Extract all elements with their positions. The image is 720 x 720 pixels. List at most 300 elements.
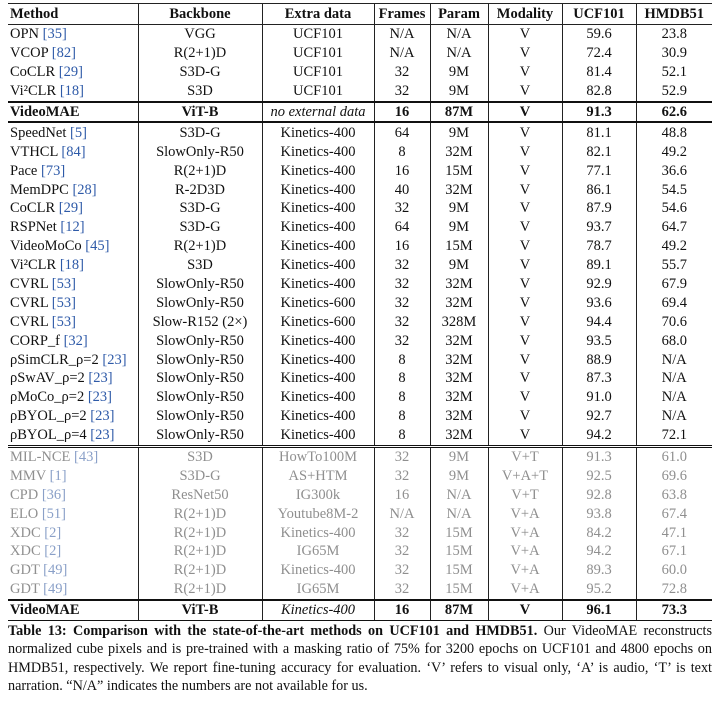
hmdb51-cell: 55.7 xyxy=(636,256,712,275)
backbone-cell: R(2+1)D xyxy=(138,504,262,523)
table-row xyxy=(8,44,712,63)
ucf101-cell: 93.5 xyxy=(562,331,636,350)
method-cell xyxy=(8,466,138,485)
frames-cell: 8 xyxy=(374,426,430,446)
hmdb51-cell: 36.6 xyxy=(636,161,712,180)
citation-link[interactable]: [18] xyxy=(59,257,84,274)
method-name: MemDPC xyxy=(10,181,73,198)
backbone-cell: SlowOnly-R50 xyxy=(138,350,262,369)
extra-data-cell: Kinetics-400 xyxy=(262,561,374,580)
modality-cell: V xyxy=(488,407,562,426)
method-cell xyxy=(8,63,138,82)
hmdb51-cell: 61.0 xyxy=(636,446,712,466)
hmdb51-cell: N/A xyxy=(636,369,712,388)
ucf101-cell: 81.4 xyxy=(562,63,636,82)
ucf101-cell: 89.3 xyxy=(562,561,636,580)
param-cell: N/A xyxy=(430,25,488,44)
method-name: CoCLR xyxy=(10,200,59,217)
caption-body: Our VideoMAE reconstructs normalized cube pixels and is pre-trained with a masking ratio of 75% for 3200 epochs on UCF101 and 4800 epochs on HMDB51, respectively. We report fine-tuning accuracy for evaluation. ‘V’ refers to visual only, ‘A’ is audio, ‘T’ is text narration. “N/A” indicates the numbers are not available for us. xyxy=(8,623,713,694)
extra-data-cell: Kinetics-400 xyxy=(262,122,374,142)
caption-lead: Comparison with the state-of-the-art methods on UCF101 and HMDB51. xyxy=(73,623,538,639)
table-row xyxy=(8,350,712,369)
param-cell: 32M xyxy=(430,350,488,369)
table-row xyxy=(8,275,712,294)
table-caption xyxy=(8,622,712,695)
method-name: CPD xyxy=(10,486,42,503)
backbone-cell: ViT-B xyxy=(138,102,262,123)
method-cell xyxy=(8,407,138,426)
hmdb51-cell: 23.8 xyxy=(636,25,712,44)
frames-cell: 8 xyxy=(374,369,430,388)
ucf101-cell: 87.3 xyxy=(562,369,636,388)
extra-data-cell: Kinetics-400 xyxy=(262,523,374,542)
extra-data-cell: Kinetics-400 xyxy=(262,426,374,446)
modality-cell: V xyxy=(488,218,562,237)
frames-cell: 32 xyxy=(374,256,430,275)
table-row xyxy=(8,218,712,237)
citation-link[interactable]: [29] xyxy=(58,200,83,217)
backbone-cell: SlowOnly-R50 xyxy=(138,426,262,446)
method-name: Vi²CLR xyxy=(10,83,60,100)
frames-cell: 32 xyxy=(374,466,430,485)
frames-cell: 32 xyxy=(374,275,430,294)
extra-data-cell: HowTo100M xyxy=(262,446,374,466)
hmdb51-cell: 70.6 xyxy=(636,312,712,331)
modality-cell: V+T xyxy=(488,485,562,504)
hmdb51-cell: 69.4 xyxy=(636,293,712,312)
hmdb51-cell: 67.1 xyxy=(636,542,712,561)
modality-cell: V xyxy=(488,600,562,620)
ucf101-cell: 92.7 xyxy=(562,407,636,426)
param-cell: 32M xyxy=(430,275,488,294)
ucf101-cell: 94.2 xyxy=(562,542,636,561)
table-row xyxy=(8,256,712,275)
method-cell xyxy=(8,293,138,312)
param-cell: 15M xyxy=(430,523,488,542)
frames-cell: 32 xyxy=(374,199,430,218)
citation-link[interactable]: [32] xyxy=(63,332,88,349)
method-cell xyxy=(8,199,138,218)
table-row xyxy=(8,426,712,446)
backbone-cell: S3D-G xyxy=(138,466,262,485)
ucf101-cell: 77.1 xyxy=(562,161,636,180)
modality-cell: V xyxy=(488,331,562,350)
method-name: VideoMoCo xyxy=(10,238,86,255)
backbone-cell: R(2+1)D xyxy=(138,580,262,600)
method-cell xyxy=(8,388,138,407)
citation-link[interactable]: [2] xyxy=(44,524,62,541)
citation-link[interactable]: [23] xyxy=(88,370,113,387)
frames-cell: 16 xyxy=(374,600,430,620)
ucf101-cell: 91.3 xyxy=(562,446,636,466)
method-cell xyxy=(8,446,138,466)
citation-link[interactable]: [84] xyxy=(61,143,86,160)
method-name: CVRL xyxy=(10,276,52,293)
citation-link[interactable]: [82] xyxy=(51,45,76,62)
table-body xyxy=(8,25,712,621)
ucf101-cell: 95.2 xyxy=(562,580,636,600)
method-cell xyxy=(8,523,138,542)
hmdb51-cell: 67.4 xyxy=(636,504,712,523)
backbone-cell: SlowOnly-R50 xyxy=(138,369,262,388)
modality-cell: V xyxy=(488,142,562,161)
extra-data-cell: Kinetics-400 xyxy=(262,388,374,407)
citation-link[interactable]: [2] xyxy=(44,543,62,560)
frames-cell: 16 xyxy=(374,161,430,180)
method-name: VideoMAE xyxy=(10,104,80,120)
table-row xyxy=(8,161,712,180)
col-modality-header: Modality xyxy=(488,4,562,25)
col-ucf101-header: UCF101 xyxy=(562,4,636,25)
frames-cell: 32 xyxy=(374,580,430,600)
citation-link[interactable]: [28] xyxy=(72,181,97,198)
hmdb51-cell: 69.6 xyxy=(636,466,712,485)
table-row xyxy=(8,407,712,426)
modality-cell: V xyxy=(488,161,562,180)
method-cell xyxy=(8,485,138,504)
citation-link[interactable]: [49] xyxy=(43,562,68,579)
param-cell: 32M xyxy=(430,407,488,426)
citation-link[interactable]: [53] xyxy=(51,294,76,311)
col-extra-data-header: Extra data xyxy=(262,4,374,25)
table-row xyxy=(8,293,712,312)
backbone-cell: SlowOnly-R50 xyxy=(138,388,262,407)
extra-data-cell: Kinetics-400 xyxy=(262,600,374,620)
method-name: VTHCL xyxy=(10,143,62,160)
backbone-cell: R(2+1)D xyxy=(138,542,262,561)
frames-cell: 16 xyxy=(374,237,430,256)
citation-link[interactable]: [23] xyxy=(90,408,115,425)
ucf101-cell: 87.9 xyxy=(562,199,636,218)
param-cell: 32M xyxy=(430,293,488,312)
backbone-cell: R-2D3D xyxy=(138,180,262,199)
ucf101-cell: 92.9 xyxy=(562,275,636,294)
method-name: GDT xyxy=(10,581,44,598)
hmdb51-cell: 54.6 xyxy=(636,199,712,218)
frames-cell: 32 xyxy=(374,523,430,542)
table-row xyxy=(8,63,712,82)
table-row xyxy=(8,25,712,44)
frames-cell: 32 xyxy=(374,312,430,331)
modality-cell: V+A xyxy=(488,561,562,580)
method-cell xyxy=(8,218,138,237)
backbone-cell: S3D xyxy=(138,446,262,466)
method-cell xyxy=(8,122,138,142)
ucf101-cell: 91.0 xyxy=(562,388,636,407)
frames-cell: N/A xyxy=(374,44,430,63)
citation-link[interactable]: [12] xyxy=(60,219,85,236)
table-row xyxy=(8,523,712,542)
table-row xyxy=(8,561,712,580)
method-name: CVRL xyxy=(10,313,52,330)
method-name: OPN xyxy=(10,26,43,43)
ucf101-cell: 93.8 xyxy=(562,504,636,523)
table-row xyxy=(8,466,712,485)
backbone-cell: R(2+1)D xyxy=(138,237,262,256)
citation-link[interactable]: [51] xyxy=(41,505,66,522)
ucf101-cell: 88.9 xyxy=(562,350,636,369)
ucf101-cell: 84.2 xyxy=(562,523,636,542)
method-cell xyxy=(8,542,138,561)
hmdb51-cell: 73.3 xyxy=(636,600,712,620)
table-row xyxy=(8,580,712,600)
extra-data-cell: AS+HTM xyxy=(262,466,374,485)
hmdb51-cell: 72.1 xyxy=(636,426,712,446)
citation-link[interactable]: [35] xyxy=(42,26,67,43)
backbone-cell: SlowOnly-R50 xyxy=(138,142,262,161)
modality-cell: V xyxy=(488,388,562,407)
ucf101-cell: 89.1 xyxy=(562,256,636,275)
modality-cell: V xyxy=(488,426,562,446)
backbone-cell: R(2+1)D xyxy=(138,561,262,580)
backbone-cell: ViT-B xyxy=(138,600,262,620)
citation-link[interactable]: [23] xyxy=(87,389,113,406)
ucf101-cell: 92.5 xyxy=(562,466,636,485)
method-cell xyxy=(8,350,138,369)
modality-cell: V xyxy=(488,275,562,294)
table-row xyxy=(8,504,712,523)
citation-link[interactable]: [1] xyxy=(49,467,67,484)
method-name: SpeedNet xyxy=(10,124,70,141)
citation-link[interactable]: [45] xyxy=(85,238,110,255)
method-name: RSPNet xyxy=(10,219,61,236)
param-cell: 328M xyxy=(430,312,488,331)
citation-link[interactable]: [43] xyxy=(74,449,99,466)
citation-link[interactable]: [53] xyxy=(51,276,76,293)
method-name: Pace xyxy=(10,162,41,179)
citation-link[interactable]: [23] xyxy=(102,351,127,368)
ucf101-cell: 82.1 xyxy=(562,142,636,161)
hmdb51-cell: 49.2 xyxy=(636,142,712,161)
backbone-cell: S3D-G xyxy=(138,199,262,218)
extra-data-cell: IG65M xyxy=(262,580,374,600)
table-row xyxy=(8,180,712,199)
table-row xyxy=(8,485,712,504)
backbone-cell: SlowOnly-R50 xyxy=(138,407,262,426)
col-param-header: Param xyxy=(430,4,488,25)
extra-data-cell: Youtube8M-2 xyxy=(262,504,374,523)
method-name: CVRL xyxy=(10,294,52,311)
modality-cell: V xyxy=(488,369,562,388)
method-cell xyxy=(8,369,138,388)
method-name: ρSimCLR_ρ=2 xyxy=(10,351,103,368)
table-row xyxy=(8,312,712,331)
extra-data-cell: Kinetics-400 xyxy=(262,350,374,369)
col-hmdb51-header: HMDB51 xyxy=(636,4,712,25)
frames-cell: N/A xyxy=(374,504,430,523)
hmdb51-cell: 72.8 xyxy=(636,580,712,600)
hmdb51-cell: N/A xyxy=(636,350,712,369)
param-cell: 87M xyxy=(430,102,488,123)
method-cell xyxy=(8,161,138,180)
extra-data-cell: Kinetics-400 xyxy=(262,256,374,275)
method-cell xyxy=(8,237,138,256)
modality-cell: V xyxy=(488,25,562,44)
method-cell xyxy=(8,312,138,331)
method-name: Vi²CLR xyxy=(10,257,60,274)
modality-cell: V xyxy=(488,199,562,218)
frames-cell: 32 xyxy=(374,446,430,466)
method-cell xyxy=(8,180,138,199)
frames-cell: 40 xyxy=(374,180,430,199)
param-cell: N/A xyxy=(430,485,488,504)
frames-cell: 8 xyxy=(374,350,430,369)
citation-link[interactable]: [23] xyxy=(90,427,115,444)
param-cell: 32M xyxy=(430,388,488,407)
extra-data-cell: Kinetics-400 xyxy=(262,180,374,199)
method-cell xyxy=(8,25,138,44)
hmdb51-cell: 54.5 xyxy=(636,180,712,199)
method-name: CORP_f xyxy=(10,332,64,349)
extra-data-cell: no external data xyxy=(262,102,374,123)
method-name: VideoMAE xyxy=(10,602,80,619)
frames-cell: N/A xyxy=(374,25,430,44)
modality-cell: V xyxy=(488,102,562,123)
extra-data-cell: Kinetics-400 xyxy=(262,161,374,180)
modality-cell: V+A xyxy=(488,504,562,523)
ucf101-cell: 94.4 xyxy=(562,312,636,331)
table-row xyxy=(8,102,712,123)
frames-cell: 16 xyxy=(374,485,430,504)
modality-cell: V+A xyxy=(488,542,562,561)
table-row xyxy=(8,600,712,620)
method-cell xyxy=(8,102,138,123)
citation-link[interactable]: [53] xyxy=(51,313,76,330)
param-cell: 9M xyxy=(430,82,488,102)
ucf101-cell: 94.2 xyxy=(562,426,636,446)
param-cell: 15M xyxy=(430,561,488,580)
param-cell: 9M xyxy=(430,122,488,142)
backbone-cell: S3D-G xyxy=(138,218,262,237)
citation-link[interactable]: [73] xyxy=(41,162,66,179)
ucf101-cell: 81.1 xyxy=(562,122,636,142)
table-row xyxy=(8,199,712,218)
frames-cell: 32 xyxy=(374,331,430,350)
table-row xyxy=(8,369,712,388)
param-cell: 9M xyxy=(430,199,488,218)
backbone-cell: VGG xyxy=(138,25,262,44)
method-name: MIL-NCE xyxy=(10,449,75,466)
col-backbone-header: Backbone xyxy=(138,4,262,25)
modality-cell: V+A+T xyxy=(488,466,562,485)
hmdb51-cell: 48.8 xyxy=(636,122,712,142)
extra-data-cell: Kinetics-400 xyxy=(262,369,374,388)
hmdb51-cell: 52.9 xyxy=(636,82,712,102)
hmdb51-cell: N/A xyxy=(636,407,712,426)
extra-data-cell: UCF101 xyxy=(262,44,374,63)
hmdb51-cell: 68.0 xyxy=(636,331,712,350)
extra-data-cell: UCF101 xyxy=(262,63,374,82)
modality-cell: V xyxy=(488,350,562,369)
param-cell: 15M xyxy=(430,580,488,600)
param-cell: 32M xyxy=(430,180,488,199)
hmdb51-cell: 62.6 xyxy=(636,102,712,123)
param-cell: 15M xyxy=(430,161,488,180)
table-row xyxy=(8,446,712,466)
table-row xyxy=(8,82,712,102)
param-cell: 32M xyxy=(430,331,488,350)
param-cell: 32M xyxy=(430,426,488,446)
param-cell: 32M xyxy=(430,369,488,388)
method-name: ELO xyxy=(10,505,42,522)
modality-cell: V+T xyxy=(488,446,562,466)
citation-link[interactable]: [5] xyxy=(70,124,87,141)
citation-link[interactable]: [49] xyxy=(43,581,68,598)
method-cell xyxy=(8,600,138,620)
param-cell: 15M xyxy=(430,237,488,256)
param-cell: 9M xyxy=(430,466,488,485)
method-cell xyxy=(8,256,138,275)
extra-data-cell: UCF101 xyxy=(262,25,374,44)
table-row xyxy=(8,331,712,350)
backbone-cell: R(2+1)D xyxy=(138,44,262,63)
hmdb51-cell: N/A xyxy=(636,388,712,407)
citation-link[interactable]: [36] xyxy=(41,486,67,503)
frames-cell: 32 xyxy=(374,542,430,561)
hmdb51-cell: 30.9 xyxy=(636,44,712,63)
table-row xyxy=(8,142,712,161)
backbone-cell: S3D xyxy=(138,82,262,102)
extra-data-cell: Kinetics-400 xyxy=(262,199,374,218)
frames-cell: 32 xyxy=(374,293,430,312)
method-cell xyxy=(8,331,138,350)
citation-link[interactable]: [18] xyxy=(59,83,84,100)
backbone-cell: S3D-G xyxy=(138,63,262,82)
frames-cell: 8 xyxy=(374,142,430,161)
table-row xyxy=(8,122,712,142)
extra-data-cell: Kinetics-400 xyxy=(262,142,374,161)
modality-cell: V xyxy=(488,312,562,331)
method-name: ρMoCo_ρ=2 xyxy=(10,389,88,406)
method-name: MMV xyxy=(10,467,50,484)
method-cell xyxy=(8,504,138,523)
frames-cell: 8 xyxy=(374,388,430,407)
frames-cell: 32 xyxy=(374,63,430,82)
extra-data-cell: Kinetics-600 xyxy=(262,293,374,312)
hmdb51-cell: 52.1 xyxy=(636,63,712,82)
method-name: VCOP xyxy=(10,45,52,62)
extra-data-cell: IG65M xyxy=(262,542,374,561)
extra-data-cell: UCF101 xyxy=(262,82,374,102)
modality-cell: V+A xyxy=(488,523,562,542)
frames-cell: 32 xyxy=(374,561,430,580)
extra-data-cell: Kinetics-400 xyxy=(262,407,374,426)
method-cell xyxy=(8,580,138,600)
frames-cell: 8 xyxy=(374,407,430,426)
extra-data-cell: Kinetics-400 xyxy=(262,218,374,237)
ucf101-cell: 59.6 xyxy=(562,25,636,44)
hmdb51-cell: 60.0 xyxy=(636,561,712,580)
col-frames-header: Frames xyxy=(374,4,430,25)
method-cell xyxy=(8,275,138,294)
extra-data-cell: Kinetics-400 xyxy=(262,237,374,256)
hmdb51-cell: 49.2 xyxy=(636,237,712,256)
method-name: XDC xyxy=(10,543,45,560)
method-cell xyxy=(8,82,138,102)
citation-link[interactable]: [29] xyxy=(58,64,83,81)
ucf101-cell: 72.4 xyxy=(562,44,636,63)
table-row xyxy=(8,542,712,561)
frames-cell: 16 xyxy=(374,102,430,123)
hmdb51-cell: 63.8 xyxy=(636,485,712,504)
modality-cell: V xyxy=(488,63,562,82)
frames-cell: 64 xyxy=(374,122,430,142)
backbone-cell: Slow-R152 (2×) xyxy=(138,312,262,331)
comparison-table xyxy=(8,3,712,621)
hmdb51-cell: 67.9 xyxy=(636,275,712,294)
extra-data-cell: Kinetics-400 xyxy=(262,275,374,294)
method-cell xyxy=(8,561,138,580)
